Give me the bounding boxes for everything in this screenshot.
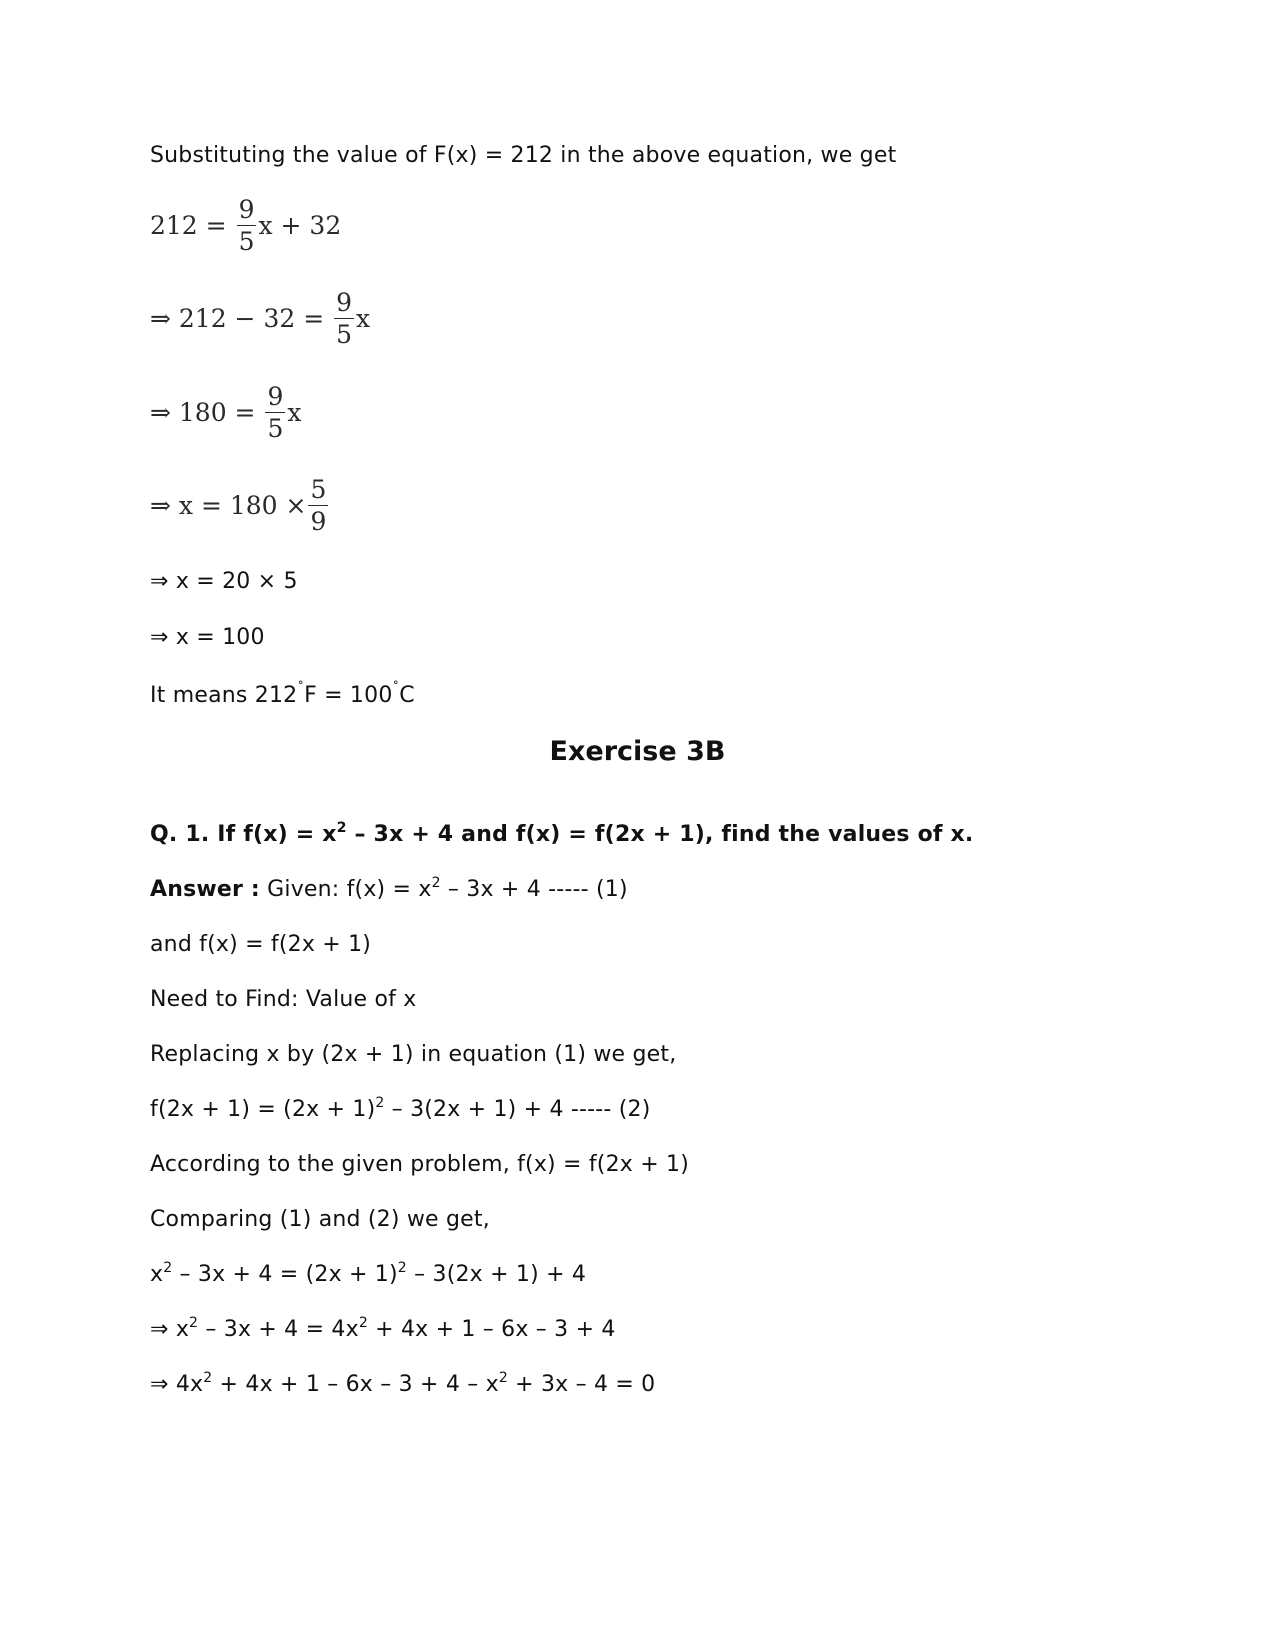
step-6: ⇒ x = 100 xyxy=(150,625,265,650)
equation-2-lhs: ⇒ 212 − 32 = xyxy=(150,304,325,333)
equation-2 xyxy=(150,290,370,347)
equation-4-lhs: ⇒ x = 180 × xyxy=(150,491,307,520)
comparing-line: Comparing (1) and (2) we get, xyxy=(150,1207,490,1232)
answer-label: Answer : xyxy=(150,877,260,902)
fraction-5-9: $\frac{5}{9}$ xyxy=(310,475,327,536)
exercise-heading: Exercise 3B xyxy=(549,736,726,767)
equation-1-rhs: x + 32 xyxy=(258,211,342,240)
step-5: ⇒ x = 20 × 5 xyxy=(150,569,298,594)
according-line: According to the given problem, f(x) = f(2x + 1) xyxy=(150,1152,690,1177)
question-1: Q. 1. If $f(x) = x^2 - 3x + 4$ and f(x) = f(2x + 1), find the values of x. xyxy=(150,820,974,847)
given-line-2: and f(x) = f(2x + 1) xyxy=(150,932,372,957)
answer-line: Answer : Given: $f(x) = x^2 - 3x + 4$ ----- (1) xyxy=(150,875,628,902)
conclusion-line: It means 212˚F = 100˚C xyxy=(150,681,415,708)
equation-1 xyxy=(150,197,341,254)
equation-3-rhs: x xyxy=(287,398,302,427)
intro-text: Substituting the value of F(x) = 212 in the above equation, we get xyxy=(150,143,897,168)
need-to-find: Need to Find: Value of x xyxy=(150,987,417,1012)
comparison-equation-1: $x^2 - 3x + 4 = (2x + 1)^2 - 3(2x + 1) + 4$ xyxy=(150,1260,587,1287)
comparison-equation-2: ⇒ $x^2 - 3x + 4 = 4x^2 + 4x + 1 - 6x - 3 + 4$ xyxy=(150,1315,616,1342)
equation-3 xyxy=(150,384,301,441)
fraction-9-5: $\frac{9}{5}$ xyxy=(238,195,255,256)
equation-f2x1: $f(2x + 1) = (2x + 1)^2 - 3(2x + 1) + 4$ ----- (2) xyxy=(150,1095,651,1122)
equation-1-lhs: 212 = xyxy=(150,211,227,240)
fraction-9-5: $\frac{9}{5}$ xyxy=(336,288,353,349)
equation-2-rhs: x xyxy=(356,304,371,333)
fraction-9-5: $\frac{9}{5}$ xyxy=(267,382,284,443)
equation-3-lhs: ⇒ 180 = xyxy=(150,398,256,427)
replacing-line: Replacing x by (2x + 1) in equation (1) we get, xyxy=(150,1042,677,1067)
equation-4 xyxy=(150,477,330,534)
comparison-equation-3: ⇒ $4x^2 + 4x + 1 - 6x - 3 + 4 - x^2 + 3x - 4 = 0$ xyxy=(150,1370,656,1397)
